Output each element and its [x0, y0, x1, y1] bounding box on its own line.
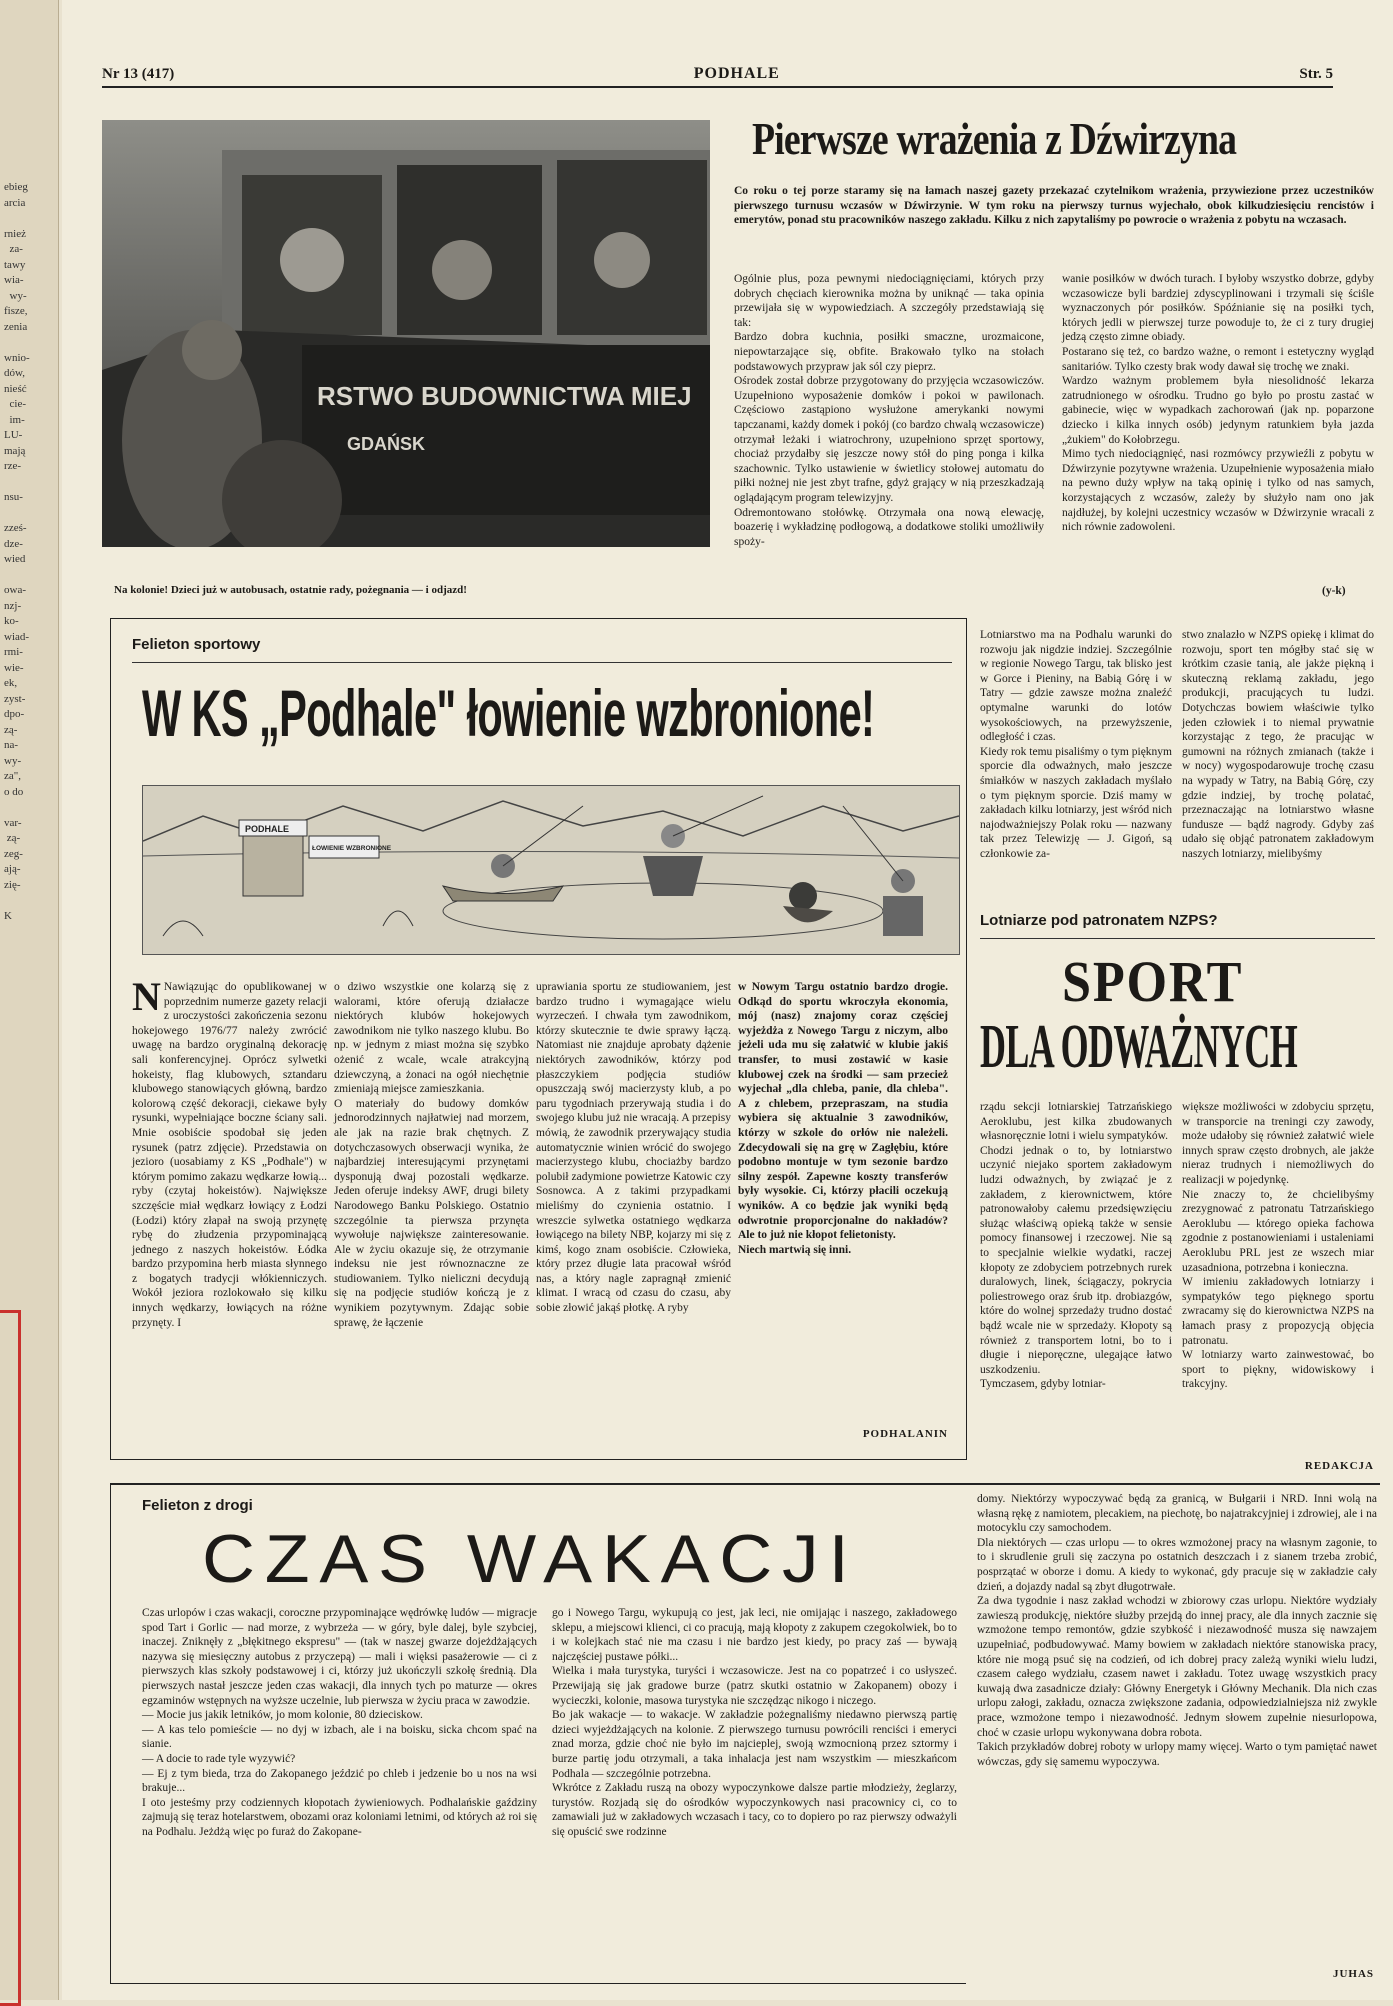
adjacent-page-red-frame	[0, 1310, 21, 2006]
article2-signature: PODHALANIN	[862, 1428, 948, 1440]
article2-column-2: o dziwo wszystkie one kolarzą się z walorami, które oferują działacze niektórych klubów hokejowych zawodnikom nie tylko naszego klubu. Bo np. w jednym z miast można się szybko ożenić z wcale, wcale atrakcyjną dziewczyną, a żonaci na ogół niechętnie zmieniają miejsce zamieszkania. O materiały do budowy domków jednorodzinnych najłatwiej nad morzem, ale jak na razie brak chętnych. Z dotychczasowych obserwacji wynika, że najbardziej interesującymi przynętami dysponują dwaj pozostali wędkarze. Jeden oferuje indeksy AWF, drugi bilety Narodowego Banku Polskiego. Ostatnio szczególnie ta pierwsza przynęta wywołuje największe zainteresowanie. Ale w życiu okazuje się, że otrzymanie indeksu nie jest równoznaczne ze studiowaniem. Tylko nieliczni decydują się na podjęcie studiów kończą je z wynikiem pozytywnym. Zdając sobie sprawę, że łączenie	[334, 981, 529, 1329]
article2-title: W KS „Podhale" łowienie wzbronione!	[142, 676, 875, 750]
photo-caption: Na kolonie! Dzieci już w autobusach, ostatnie rady, pożegnania — i odjazd!	[114, 584, 467, 596]
article2-column-4: w Nowym Targu ostatnio bardzo drogie. Odkąd do sportu wkroczyła ekonomia, mój (nasz) znajomy coraz częściej wyjeżdża z Nowego Targu z niczym, albo jeżeli uda mu się załatwić w klubie jakiś transfer, to musi zostawić w kasie klubowej czek na środki — sam przecież wyjechał „dla chleba, panie, dla chleba". A z chlebem, przepraszam, na studia wybiera się aktualnie 3 zawodników, którzy w szkole do orłów nie należeli. Zdecydowali się na grę w Zagłębiu, które podobno montuje w tym sezonie bardzo silny zespół. Zapewne koszty transferów były wysokie. Ci, którzy płacili oczekują wyników. A co będzie jak wyniki będą odwrotnie proporcjonalne do nakładów? Ale to już nie kłopot felietonisty. Niech martwią się inni.	[738, 981, 948, 1256]
article2-kicker-rule	[132, 662, 952, 663]
article1-column-1: Ogólnie plus, poza pewnymi niedociągnięciami, których przy dobrych chęciach kierownika można by uniknąć — taka opinia przewijała się w wypowiedziach. A szczegóły przedstawiają się tak: Bardzo dobra kuchnia, posiłki smaczne, urozmaicone, niepowtarzające się, obfite. Brakowało tylko na stołach podstawowych przypraw jak sól czy pieprz. Ośrodek został dobrze przygotowany do przyjęcia wczasowiczów. Uzupełniono wyposażenie domków i pokoi w pawilonach. Częściowo zastąpiono wysłużone amerykanki nowymi tapczanami, każdy domek i pokój (co bardzo chwalą wczasowicze) otrzymał leżaki i wiatrochrony, uzupełniono sprzęt sportowy, chociaż przydałby się jeszcze nowy stół do ping ponga i kilka szachownic. Tylko ustawienie w świetlicy stołowej automatu do piłki nożnej nie jest zbyt trafne, gdyż grający w nią przeszkadzają oglądającym program telewizyjny. Odremontowano stołówkę. Otrzymała ona nową elewację, boazerię i wykładzinę podłogową, a dodatkowe stoliki umożliwiły spoży-	[734, 273, 1044, 548]
article2-column-1: N Nawiązując do opublikowanej w poprzednim numerze gazety relacji z uroczystości zakończenia sezonu hokejowego 1976/77 należy zwrócić uwagę na bardzo oryginalną dekorację sali konferencyjnej. Oprócz sylwetki hokeisty, flag klubowych, sztandaru klubowego stanowiących główną, bardzo kolorową część dekoracji, ciekawe były rysunki, wypełniające boczne ściany sali. Mnie osobiście spodobał się jeden rysunek (patrz zdjęcie). Przedstawia on jezioro (uosabiamy z KS „Podhale") w którym pomimo zakazu wędkarze łowią... ryby (czytaj hokeistów). Największe szczęście miał wędkarz łowiący z Łodzi (Łodzi) który złapał na swoją przynętę rybę do złudzenia przypominającą jednego z naszych hokeistów. Łódka bardzo przypomina herb miasta słynnego z bogatych tradycji włókienniczych. Wokół jeziora rozlokowało się kilku innych wędkarzy, łowiących na różne przynęty. I	[132, 974, 327, 1329]
article4-title: CZAS WAKACJI	[202, 1521, 859, 1597]
article4-column-3: domy. Niektórzy wypoczywać będą za granicą, w Bułgarii i NRD. Inni wolą na własną rękę z namiotem, plecakiem, na piechotę, bo najatrakcyjniej i zdrowiej, ale i na motocyklu czy samochodem. Dla niektórych — czas urlopu — to okres wzmożonej pracy na własnym zagonie, to to i skrudlenie gruli się zaczyna po ostatnich deszczach i z sianem trzeba zrobić, posprzątać w oborze i domu. A kiedy to wykonać, gdy pracuje się w zakładzie cały dzień, a dojazdy nadal są zbyt długotrwałe. Za dwa tygodnie i nasz zakład wchodzi w zbiorowy czas urlopu. Niektóre wydziały zawieszą produkcję, niektóre służby przejdą do innej pracy, ale dla innych zacznie się wzmożone tempo remontów, gdzie szybkość i niezawodność musza się nawzajem uzupełniać, podbudowywać. Mamy bowiem w zakładach niektóre stanowiska pracy, które nie mogą psuć się na codzień, od ich dobrej pracy zależą wyniki wielu ludzi, czasem całego wydziału, czasem nawet i zakładu. Totez uwagę wszystkich pracy kuwają dwa zasadnicze działy: Główny Energetyk i Główny Mechanik. Dla nich czas urlopu załogi, zakładu, oznacza zwiększone zadania, odpowiedzialniejsza niż zwykle prace, wzmożone tempo i niezawodność. Jednym słowem zupełnie niesurlopowa, choć w czasie urlopu wykonywana dobra robota. Takich przykładów dobrej roboty w urlopy mamy więcej. Warto o tym pamiętać nawet wówczas, gdy się samemu wypoczywa.	[977, 1493, 1377, 1768]
article3-kicker-rule	[980, 938, 1375, 939]
cartoon-sign-podhale: PODHALE	[245, 824, 290, 834]
adjacent-page-text: ebieg arcia rnież za- tawy wia- wy- fisze, zenia wnio- dów, nieść cie- im- LU- mają rze- nsu- zześ- dze- wied owa- nzj- ko- wiad- rmi- wie- ek, zyst- dpo- zą- na- wy- za", o do var- zą- zeg- ają- zię- K	[4, 181, 30, 922]
article4-column-1: Czas urlopów i czas wakacji, coroczne przypominające wędrówkę ludów — migracje spod Tart i Gorlic — nad morze, z wybrzeża — w góry, byle dalej, byle szybciej, inaczej. Zniknęły z „błękitnego ekspresu" — (tak w naszej gwarze dojeżdżających nazywa się miesięczny autobus z przyczepą) — mali i więksi pasażerowie — ci z pierwszych klas szkoły podstawowej i ci, którzy już ukończyli szkołę średnią. Dla pierwszych nastał jeszcze jeden czas wakacji, dla innych tych po maturze — okres egzaminów wstępnych na wyższe uczelnie, lub pierwsza w życiu praca w zawodzie. — Mocie jus jakik letników, jo mom kolonie, 80 dzieciskow. — A kas telo pomieście — no dyj w izbach, ale i na boisku, sicka chcom spać na sianie. — A docie to rade tyle wyzywić? — Ej z tym bieda, trza do Zakopanego jeździć po chleb i jedzenie bo u nos na wsi brakuje... I oto jesteśmy przy codziennych kłopotach żywieniowych. Podhalańskie gaździny zajmują się teraz hotelarstwem, obozami oraz koloniami letnimi, od których aż roi się na Podhalu. Jeżdżą więc po furaż do Zakopane-	[142, 1607, 537, 1838]
article1-column-2: wanie posiłków w dwóch turach. I byłoby wszystko dobrze, gdyby wczasowicze byli bardziej zdyscyplinowani i trzymali się ściśle wyznaczonych pór posiłków. Spóźnianie się na posiłki tych, których jedli w pierwszej turze powoduje to, że ci z tury drugiej jedzą często zimne obiady. Postarano się też, co bardzo ważne, o remont i estetyczny wygląd sanitariów. Tylko czesty brak wody dawał się trochę we znaki. Wardzo ważnym problemem była niesolidność lekarza zatrudnionego w ośrodku. Trudno go było po prostu zastać w gabinecie, więc w wypadkach zachorowań (jak np. poparzone dziecko i kilka innych osób) jedynym ratunkiem była jazda „żukiem" do Kołobrzegu. Mimo tych niedociągnięć, nasi rozmówcy przywieźli z pobytu w Dźwirzynie pozytywne wrażenia. Uzupełnienie wyposażenia miało na pewno duży wpływ na taką opinię i tylko od nas samych, korzystających z wczasów, zależy by służyło nam ono jak najdłużej, by kolejni uczestnicy wczasów w Dźwirzynie wracali z nich równie zadowoleni.	[1062, 273, 1374, 534]
bus-photo	[102, 120, 710, 547]
article3-title-line2: DLA ODWAŻNYCH	[980, 1013, 1298, 1081]
article4-signature: JUHAS	[1332, 1968, 1374, 1980]
article3-column-1: Lotniarstwo ma na Podhalu warunki do rozwoju jak nigdzie indziej. Szczególnie w regionie Nowego Targu, tak blisko jest w Gorce i Pieniny, na Babią Górę i w Tatry — gdzie zawsze można znaleźć optymalne warunki do lotów wysokościowych, na przewyższenie, odległość i czas. Kiedy rok temu pisaliśmy o tym pięknym sporcie dla odważnych, mało jeszcze śmiałków w naszych zakładach myślało o tym pięknym sporcie. Dziś mamy w zakładach kilku lotniarzy, jest wśród nich najodważniejszy Polak roku — nazwany tak przez Telewizję — J. Gigoń, są członkowie za-	[980, 629, 1172, 860]
cartoon-sign-no-fishing: ŁOWIENIE WZBRONIONE	[312, 845, 392, 852]
article3-column-3: rządu sekcji lotniarskiej Tatrzańskiego Aeroklubu, jest kilka zbudowanych własnoręcznie lotni i wielu sympatyków. Chodzi jednak o to, by lotniarstwo uczynić niejako sportem zakładowym ludzi odważnych, by związać je z zakładem, z kierownictwem, które patronowałoby całemu przedsięwzięciu służąc właściwą opieką także w sensie pomocy finansowej i rzeczowej. Nie są to specjalnie wielkie wydatki, raczej kłopoty ze zdobyciem potrzebnych rurek duralowych, linek, ściągaczy, pokrycia poliestrowego oraz śrub itp. drobiazgów, które do wolnej sprzedaży trudno dostać bądź wcale nie w sprzedaży. Kłopoty są również z transportem lotni, bo to i długie i nieporęczne, ulegające łatwo uszkodzeniu. Tymczasem, gdyby lotniar-	[980, 1101, 1172, 1391]
bus-lettering-line2: GDAŃSK	[347, 434, 426, 454]
drop-cap: N	[132, 974, 161, 1019]
article3-column-2: stwo znalazło w NZPS opiekę i klimat do rozwoju, sport ten mógłby stać się w krótkim czasie tanią, ale jakże piękną i skuteczną reklamą zakładu, jego produkcji, pracujących tu ludzi. Dotychczas bowiem właściwie tylko jeden człowiek i to niemal prywatnie korzystając z tego, że pracując w gumowni na różnych zmianach (także i w nocy) wygospodarowuje trochę czasu na wypady w Tatry, na Babią Górę, czy gdzie indziej, by trochę polatać, przeznaczając na lotniarstwo własne fundusze — bądź nagrody. Gdyby zaś udało się objąć patronatem zakładowym naszych lotniarzy, mielibyśmy	[1182, 629, 1374, 860]
article3-signature: REDAKCJA	[1304, 1460, 1374, 1472]
bus-photo-image	[102, 120, 710, 547]
article1-signature: (y-k)	[1322, 585, 1346, 597]
article4-column-2: go i Nowego Targu, wykupują co jest, jak leci, nie omijając i naszego, zakładowego sklepu, a miejscowi klienci, ci co pracują, mają kłopoty z zakupem czegokolwiek, bo to i w kolejkach stać nie ma czasu i nie bardzo jest kiedy, po pracy zaś — bywają najczęściej pustawe półki... Wielka i mała turystyka, turyści i wczasowicze. Jest na co popatrzeć i co usłyszeć. Przewijają się jak gradowe burze (patrz skutki ostatnio w Zakopanem) obozy i wycieczki, kolonie, masowa turystyka nie szczędząc nikogo i niczego. Bo jak wakacje — to wakacje. W zakładzie pożegnaliśmy niedawno pierwszą partię dzieci wyjeżdżających na kolonie. Z pierwszego turnusu powrócili renciści i emeryci znad morza, gdzie choć nie było im najcieplej, swoją wzmocnioną przez sztormy i burze partię jodu otrzymali, a taka inhalacja jest nam wszystkim — mieszkańcom Podhala — szczególnie potrzebna. Wkrótce z Zakładu ruszą na obozy wypoczynkowe dalsze partie młodzieży, żeglarzy, turystów. Rozjadą się do ośrodków wypoczynkowych nasi pracownicy ci, co to zamawiali już w zakładowych wczasach i tacy, co to dopiero po raz pierwszy odważyli się opuścić swe rodzinne	[552, 1607, 957, 1838]
article2-kicker: Felieton sportowy	[132, 636, 261, 653]
bus-lettering-line1: RSTWO BUDOWNICTWA MIEJ	[317, 381, 692, 411]
newspaper-name: PODHALE	[693, 65, 780, 82]
newspaper-page	[62, 0, 1393, 2000]
article1-title: Pierwsze wrażenia z Dźwirzyna	[752, 113, 1237, 164]
fishing-cartoon-drawing	[143, 786, 959, 954]
issue-number: Nr 13 (417)	[102, 65, 175, 82]
page-header	[102, 62, 1333, 88]
article1-lead: Co roku o tej porze staramy się na łamach naszej gazety przekazać czytelnikom wrażenia, przywiezione przez uczestników pierwszego turnusu wczasów w Dźwirzynie. W tym roku na pierwszy turnus wyjechało, obok kilkudziesięciu rencistów i emerytów, ponad stu pracowników naszego zakładu. Kilku z nich zapytaliśmy po powrocie o wrażenia z pobytu na wczasach.	[734, 185, 1374, 226]
article4-kicker: Felieton z drogi	[142, 1497, 253, 1514]
article3-title-line1: SPORT	[1062, 949, 1244, 1012]
page-number: Str. 5	[1299, 65, 1333, 82]
article3-column-4: większe możliwości w zdobyciu sprzętu, w transporcie na treningi czy zawody, może udałoby się również załatwić wiele innych spraw często drobnych, ale jakże nieraz trudnych i niemożliwych do realizacji w pojedynkę. Nie znaczy to, że chcielibyśmy zrezygnować z patronatu Tatrzańskiego Aeroklubu — którego opieka fachowa zgodnie z postanowieniami i ustaleniami Aeroklubu PRL jest ze wszech miar uzasadniona, potrzebna i konieczna. W imieniu zakładowych lotniarzy i sympatyków tego pięknego sportu zwracamy się do kierownictwa NZPS na łamach prasy z propozycją objęcia patronatu. W lotniarzy warto zainwestować, bo sport to piękny, widowiskowy i trakcyjny.	[1182, 1101, 1374, 1391]
article2-column-3: uprawiania sportu ze studiowaniem, jest bardzo trudno i wymagające wielu wyrzeczeń. I chwała tym zawodnikom, którzy skutecznie te dwie sprawy łączą. Natomiast nie znajduje aprobaty dążenie niektórych zawodników, którzy pod płaszczykiem podjęcia studiów opuszczają swój macierzysty klub, a po paru tygodniach przerywają studia i do swojego klubu już nie wracają. A przepisy mówią, że zawodnik przerywający studia automatycznie winien wrócić do swojego macierzystego klubu, chociażby bardzo polubił zadymione powietrze Katowic czy Sosnowca. A z takimi przypadkami mieliśmy do czynienia ostatnio. I wreszcie sylwetka ostatniego wędkarza łowiącego na bilety NBP, kojarzy mi się z kimś, kogo znam osobiście. Człowieka, który przez długie lata pracował wśród nas, a który nagle zapragnął zmienić klimat. I wracą od czasu do czasu, aby sobie złowić jakąś płotkę. A ryby	[536, 981, 731, 1315]
fishing-cartoon	[142, 785, 960, 955]
article3-kicker: Lotniarze pod patronatem NZPS?	[980, 912, 1218, 929]
